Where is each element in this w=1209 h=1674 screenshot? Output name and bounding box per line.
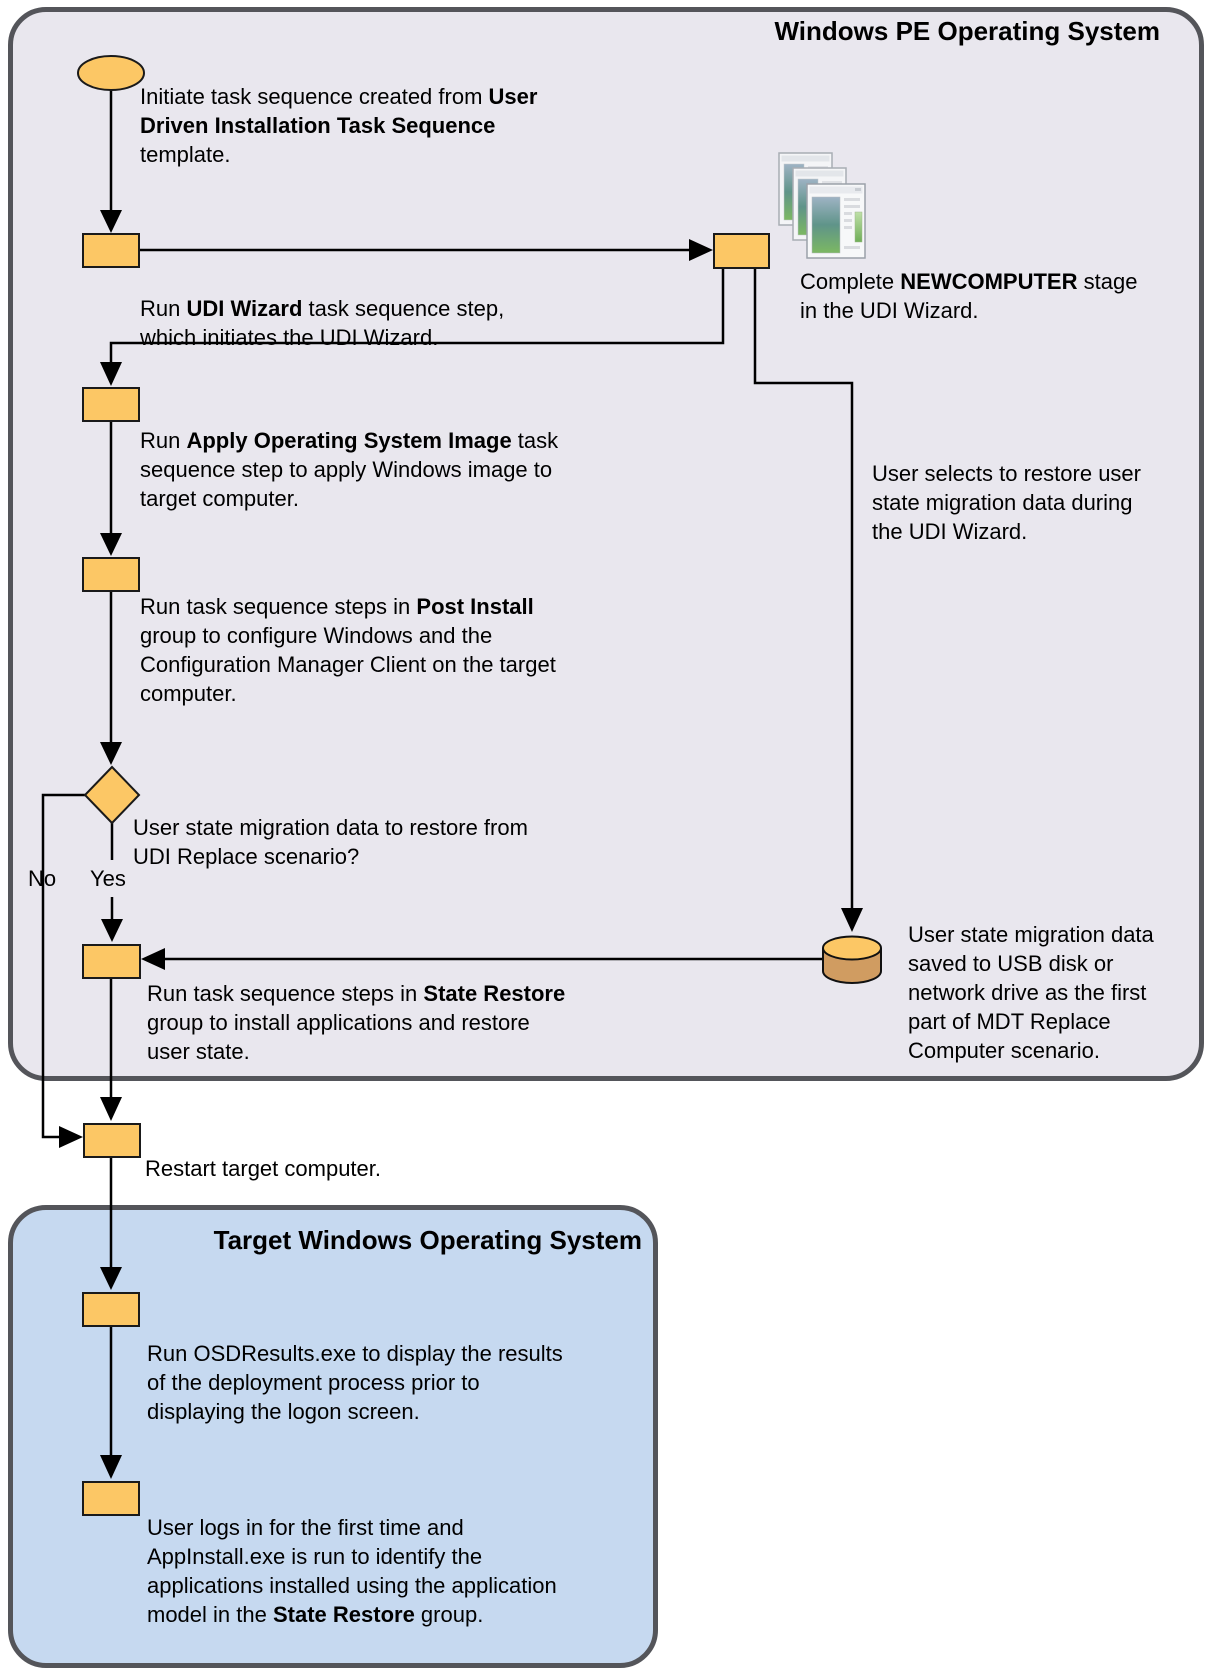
winpe-region-title: Windows PE Operating System xyxy=(774,16,1160,46)
arrow-no-branch xyxy=(43,795,85,1137)
note-restart: Restart target computer. xyxy=(145,1156,381,1181)
note-run-udi-wizard: Run UDI Wizard task sequence step, which initiates the UDI Wizard. xyxy=(140,296,505,350)
process-box-run-udi-wizard xyxy=(83,234,139,267)
branch-label-no: No xyxy=(28,866,57,891)
note-complete-newcomputer: Complete NEWCOMPUTER stage in the UDI Wizard. xyxy=(800,269,1138,323)
branch-label-yes: Yes xyxy=(90,866,126,891)
start-ellipse xyxy=(78,56,144,90)
wizard-windows-icon xyxy=(779,153,865,258)
arrowhead xyxy=(100,210,122,233)
flow-shapes xyxy=(78,56,769,1515)
arrowhead xyxy=(100,742,122,765)
arrowhead xyxy=(100,533,122,556)
process-box-user-logs-in xyxy=(83,1482,139,1515)
note-apply-os-image: Run Apply Operating System Image task sequence step to apply Windows image to target computer. xyxy=(140,428,559,511)
target-os-region-title: Target Windows Operating System xyxy=(213,1225,642,1255)
process-box-osdresults xyxy=(83,1293,139,1326)
arrowhead xyxy=(100,1097,122,1121)
note-initiate-task-sequence: Initiate task sequence created from User Driven Installation Task Sequence template. xyxy=(140,84,538,167)
disk-cylinder-top xyxy=(823,937,881,960)
arrowhead xyxy=(100,1267,122,1290)
process-box-complete-newcomputer xyxy=(714,234,769,268)
note-user-state-question: User state migration data to restore from UDI Replace scenario? xyxy=(133,815,528,869)
note-state-restore: Run task sequence steps in State Restore group to install applications and restore user state. xyxy=(147,981,566,1064)
process-box-apply-os-image xyxy=(83,388,139,421)
arrowhead xyxy=(141,948,165,970)
arrowhead xyxy=(100,362,122,386)
note-user-selects-restore: User selects to restore user state migration data during the UDI Wizard. xyxy=(872,461,1141,544)
disk-cylinder-icon xyxy=(823,937,881,984)
process-box-post-install xyxy=(83,558,139,591)
arrowhead xyxy=(59,1126,83,1148)
note-osdresults: Run OSDResults.exe to display the results of the deployment process prior to displaying the logon screen. xyxy=(147,1341,563,1424)
note-usm-data-saved: User state migration data saved to USB disk or network drive as the first part of MDT Replace Computer scenario. xyxy=(908,922,1154,1063)
arrowhead xyxy=(689,239,713,261)
wizard-window-front xyxy=(807,184,865,258)
process-box-restart xyxy=(84,1124,140,1157)
arrowhead xyxy=(841,908,863,932)
arrowhead xyxy=(101,919,123,942)
note-post-install: Run task sequence steps in Post Install group to configure Windows and the Configuration Manager Client on the target computer. xyxy=(140,594,556,706)
arrowhead xyxy=(100,1455,122,1479)
note-user-logs-in: User logs in for the first time and AppInstall.exe is run to identify the applications installed using the application model in the State Restore group. xyxy=(147,1515,557,1627)
arrow-newcomputer-to-disk xyxy=(755,268,852,908)
decision-diamond-user-state xyxy=(85,767,139,823)
process-box-state-restore xyxy=(83,945,140,978)
